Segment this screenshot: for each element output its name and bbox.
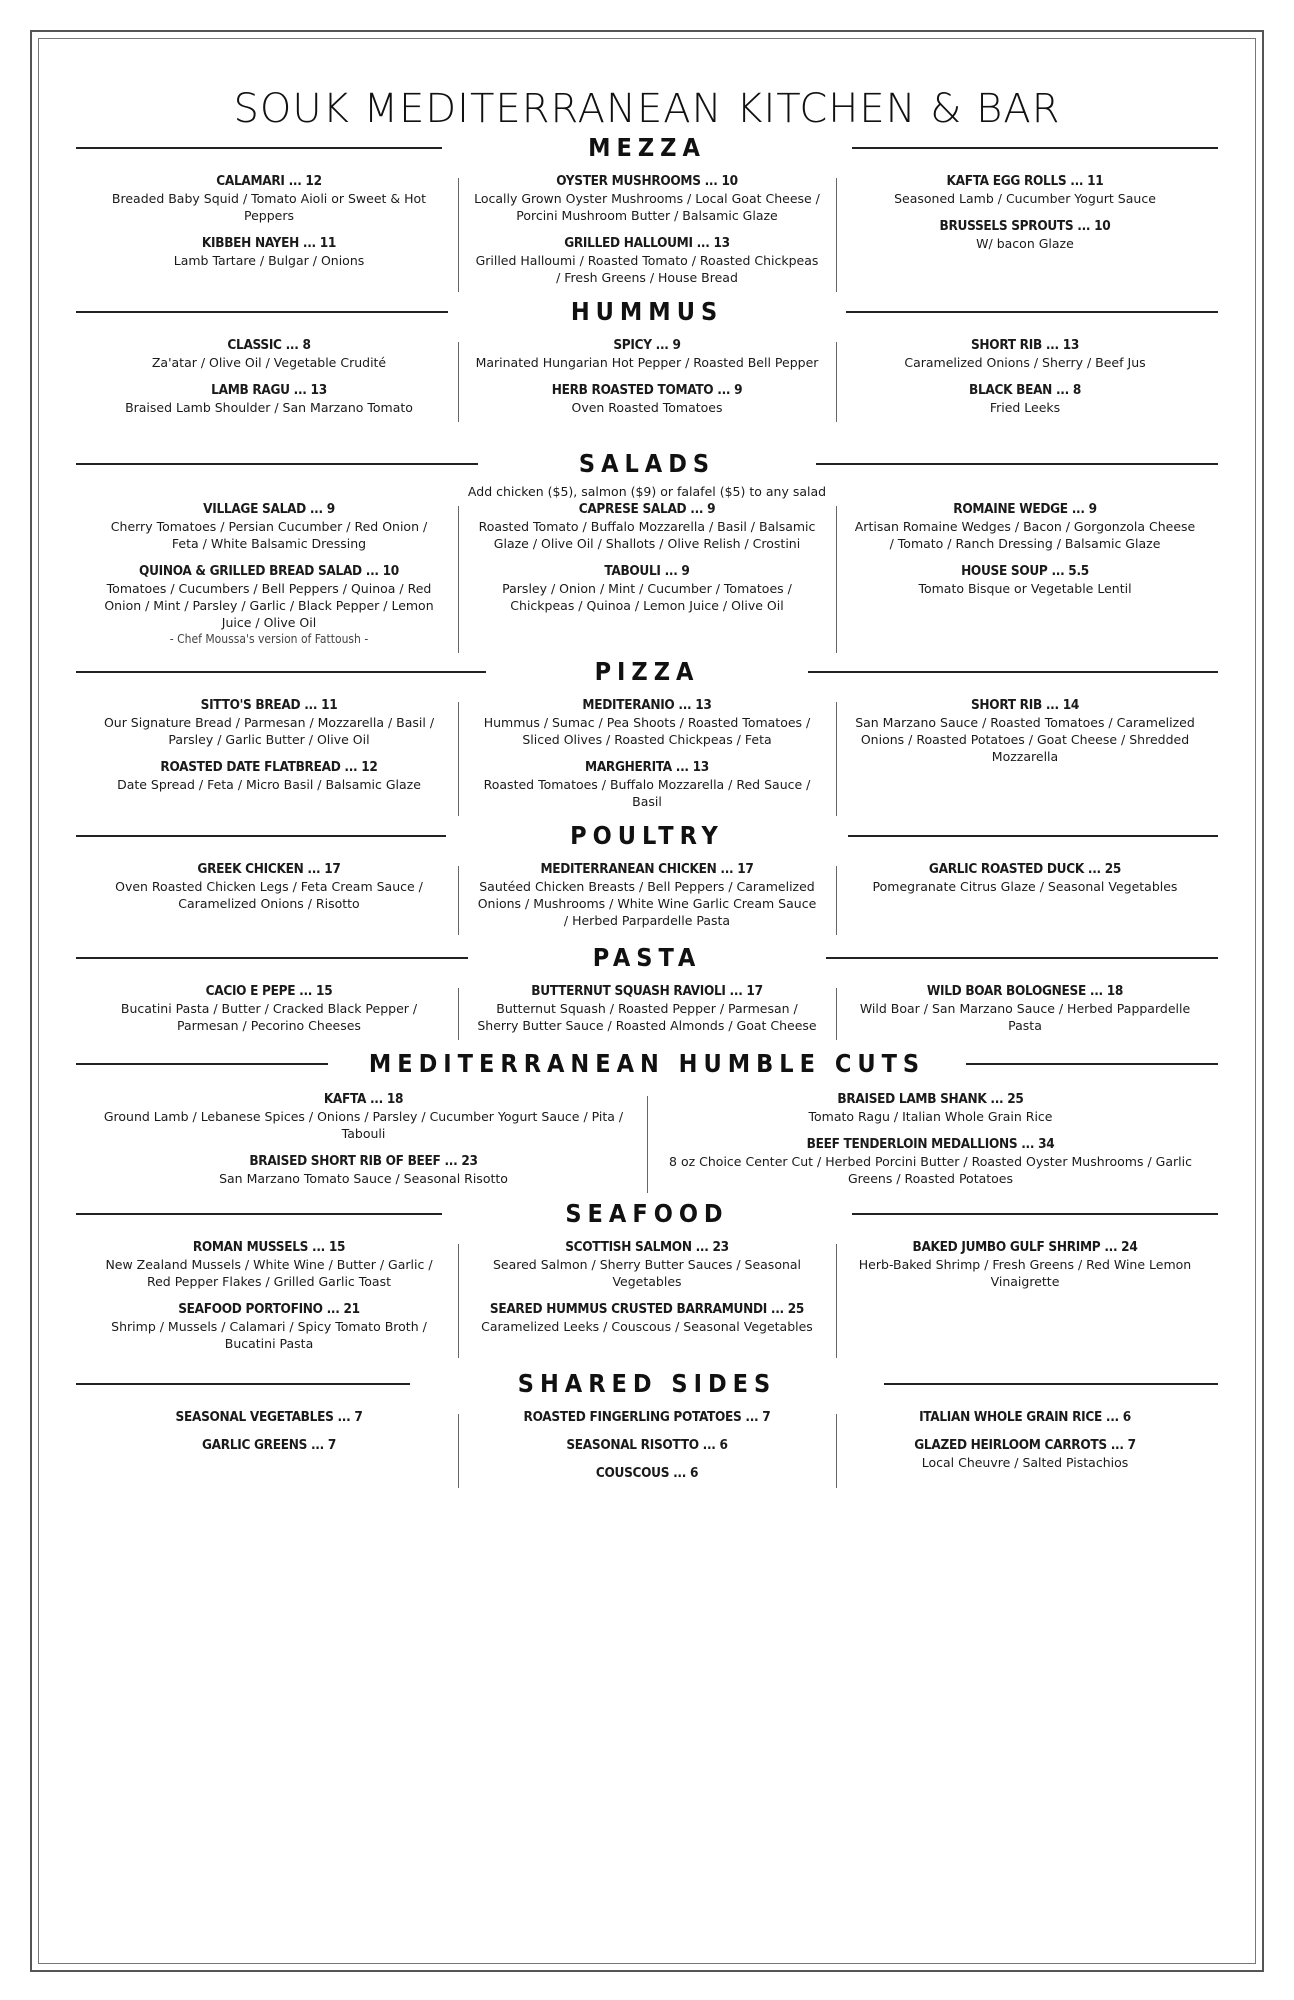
menu-item-name: GLAZED HEIRLOOM CARROTS ... 7 bbox=[914, 1437, 1136, 1453]
section-columns bbox=[80, 696, 1214, 820]
menu-column bbox=[836, 500, 1214, 657]
menu-item-name: GREEK CHICKEN ... 17 bbox=[197, 861, 341, 877]
menu-item-name: CLASSIC ... 8 bbox=[227, 337, 311, 353]
menu-item-description: Seasoned Lamb / Cucumber Yogurt Sauce bbox=[894, 191, 1156, 206]
menu-item bbox=[96, 562, 442, 647]
section-columns bbox=[80, 982, 1214, 1044]
menu-item-description: Roasted Tomatoes / Buffalo Mozzarella / Red Sauce / Basil bbox=[483, 777, 811, 809]
menu-item-name: SCOTTISH SALMON ... 23 bbox=[565, 1239, 729, 1255]
menu-item-name: SHORT RIB ... 13 bbox=[970, 337, 1079, 353]
menu-item bbox=[96, 1238, 442, 1290]
menu-item-description: New Zealand Mussels / White Wine / Butter / Garlic / Red Pepper Flakes / Grilled Garlic Toast bbox=[105, 1257, 433, 1289]
menu-item bbox=[474, 1238, 820, 1290]
menu-item-name: GARLIC GREENS ... 7 bbox=[202, 1437, 336, 1453]
menu-item-name: ROMAINE WEDGE ... 9 bbox=[953, 501, 1097, 517]
menu-item bbox=[852, 172, 1198, 207]
menu-item-name: MEDITERRANEAN CHICKEN ... 17 bbox=[540, 861, 754, 877]
menu-item-name: SEASONAL RISOTTO ... 6 bbox=[566, 1437, 728, 1453]
section-title: SALADS bbox=[561, 449, 733, 478]
menu-item-description: Seared Salmon / Sherry Butter Sauces / Seasonal Vegetables bbox=[492, 1257, 802, 1289]
menu-column bbox=[80, 336, 458, 426]
menu-item bbox=[474, 1408, 820, 1426]
menu-item bbox=[474, 234, 820, 286]
menu-column bbox=[836, 1238, 1214, 1362]
menu-item-name: BAKED JUMBO GULF SHRIMP ... 24 bbox=[912, 1239, 1138, 1255]
section-title: POULTRY bbox=[552, 821, 742, 850]
menu-item-description: Ground Lamb / Lebanese Spices / Onions / Parsley / Cucumber Yogurt Sauce / Pita / Tabouli bbox=[103, 1109, 624, 1141]
menu-item-name: SPICY ... 9 bbox=[613, 337, 681, 353]
menu-item-description: Tomatoes / Cucumbers / Bell Peppers / Quinoa / Red Onion / Mint / Parsley / Garlic / Black Pepper / Lemon Juice / Olive Oil bbox=[104, 581, 434, 630]
menu-item-name: QUINOA & GRILLED BREAD SALAD ... 10 bbox=[139, 563, 399, 579]
menu-item-description: Bucatini Pasta / Butter / Cracked Black Pepper / Parmesan / Pecorino Cheeses bbox=[120, 1001, 418, 1033]
menu-item-name: ROASTED FINGERLING POTATOES ... 7 bbox=[523, 1409, 771, 1425]
menu-item-description: San Marzano Sauce / Roasted Tomatoes / Caramelized Onions / Roasted Potatoes / Goat Cheese / Shredded Mozzarella bbox=[855, 715, 1195, 764]
menu-item-name: COUSCOUS ... 6 bbox=[595, 1465, 699, 1481]
menu-item-description: 8 oz Choice Center Cut / Herbed Porcini Butter / Roasted Oyster Mushrooms / Garlic Greens / Roasted Potatoes bbox=[669, 1154, 1192, 1186]
menu-column bbox=[458, 500, 836, 657]
menu-item-description: Hummus / Sumac / Pea Shoots / Roasted Tomatoes / Sliced Olives / Roasted Chickpeas / Feta bbox=[483, 715, 811, 747]
menu-item bbox=[96, 500, 442, 552]
menu-item-description: Pomegranate Citrus Glaze / Seasonal Vegetables bbox=[872, 879, 1178, 894]
section-header bbox=[0, 130, 1294, 166]
section-header bbox=[0, 1366, 1294, 1402]
section-note: Add chicken ($5), salmon ($9) or falafel ($5) to any salad bbox=[467, 484, 827, 499]
section-title: PASTA bbox=[575, 943, 720, 972]
menu-item-description: Date Spread / Feta / Micro Basil / Balsamic Glaze bbox=[117, 777, 421, 792]
menu-item bbox=[474, 758, 820, 810]
menu-item-description: Grilled Halloumi / Roasted Tomato / Roasted Chickpeas / Fresh Greens / House Bread bbox=[475, 253, 819, 285]
menu-item bbox=[474, 860, 820, 929]
restaurant-title: SOUK MEDITERRANEAN KITCHEN & BAR bbox=[233, 86, 1061, 132]
menu-item bbox=[96, 696, 442, 748]
menu-item-name: WILD BOAR BOLOGNESE ... 18 bbox=[926, 983, 1124, 999]
menu-item-name: MEDITERANIO ... 13 bbox=[582, 697, 712, 713]
menu-item-description: Za'atar / Olive Oil / Vegetable Crudité bbox=[151, 355, 387, 370]
menu-item bbox=[96, 381, 442, 416]
menu-item-name: CACIO E PEPE ... 15 bbox=[205, 983, 333, 999]
menu-column bbox=[836, 860, 1214, 939]
menu-item-description: Breaded Baby Squid / Tomato Aioli or Sweet & Hot Peppers bbox=[111, 191, 427, 223]
menu-column bbox=[836, 1408, 1214, 1492]
menu-column bbox=[80, 1238, 458, 1362]
menu-column bbox=[647, 1090, 1214, 1197]
menu-item-description: Shrimp / Mussels / Calamari / Spicy Tomato Broth / Bucatini Pasta bbox=[111, 1319, 427, 1351]
menu-column bbox=[458, 1408, 836, 1492]
section-header bbox=[0, 294, 1294, 330]
section-columns bbox=[80, 1090, 1214, 1197]
menu-column bbox=[80, 696, 458, 820]
menu-item-name: GARLIC ROASTED DUCK ... 25 bbox=[928, 861, 1122, 877]
menu-item bbox=[852, 982, 1198, 1034]
menu-item-name: SITTO'S BREAD ... 11 bbox=[200, 697, 338, 713]
menu-item-name: SEARED HUMMUS CRUSTED BARRAMUNDI ... 25 bbox=[489, 1301, 805, 1317]
menu-item-name: GRILLED HALLOUMI ... 13 bbox=[564, 235, 730, 251]
menu-column bbox=[458, 696, 836, 820]
menu-item-description: Herb-Baked Shrimp / Fresh Greens / Red Wine Lemon Vinaigrette bbox=[858, 1257, 1192, 1289]
menu-item-description: Butternut Squash / Roasted Pepper / Parmesan / Sherry Butter Sauce / Roasted Almonds / Goat Cheese bbox=[477, 1001, 817, 1033]
menu-item-name: ITALIAN WHOLE GRAIN RICE ... 6 bbox=[919, 1409, 1131, 1425]
menu-column bbox=[80, 1408, 458, 1492]
menu-item bbox=[852, 562, 1198, 597]
section-header bbox=[0, 940, 1294, 976]
section-columns bbox=[80, 172, 1214, 296]
menu-item-description: Tomato Bisque or Vegetable Lentil bbox=[918, 581, 1132, 596]
menu-item bbox=[474, 562, 820, 614]
menu-item-description: Tomato Ragu / Italian Whole Grain Rice bbox=[808, 1109, 1053, 1124]
menu-column bbox=[836, 982, 1214, 1044]
menu-item bbox=[474, 336, 820, 371]
section-salads bbox=[0, 446, 1294, 499]
menu-item-name: VILLAGE SALAD ... 9 bbox=[203, 501, 335, 517]
menu-item-description: Oven Roasted Tomatoes bbox=[571, 400, 723, 415]
menu-item bbox=[96, 234, 442, 269]
menu-item-description: Parsley / Onion / Mint / Cucumber / Tomatoes / Chickpeas / Quinoa / Lemon Juice / Olive Oil bbox=[502, 581, 792, 613]
menu-item bbox=[96, 172, 442, 224]
menu-column bbox=[458, 1238, 836, 1362]
menu-column bbox=[80, 982, 458, 1044]
section-title: PIZZA bbox=[577, 657, 718, 686]
section-title: MEDITERRANEAN HUMBLE CUTS bbox=[351, 1049, 943, 1078]
menu-item-name: LAMB RAGU ... 13 bbox=[211, 382, 327, 398]
menu-column bbox=[836, 172, 1214, 296]
menu-item-description: Sautéed Chicken Breasts / Bell Peppers / Caramelized Onions / Mushrooms / White Wine Garlic Cream Sauce / Herbed Parpardelle Pasta bbox=[477, 879, 817, 928]
menu-column bbox=[80, 500, 458, 657]
menu-column bbox=[458, 860, 836, 939]
section-title: SHARED SIDES bbox=[500, 1369, 794, 1398]
section-columns bbox=[80, 860, 1214, 939]
menu-item-description: Fried Leeks bbox=[989, 400, 1061, 415]
menu-item bbox=[474, 381, 820, 416]
menu-item bbox=[474, 1436, 820, 1454]
menu-item bbox=[852, 336, 1198, 371]
menu-item-description: Lamb Tartare / Bulgar / Onions bbox=[173, 253, 365, 268]
menu-column bbox=[836, 336, 1214, 426]
section-poultry bbox=[0, 818, 1294, 854]
menu-item bbox=[96, 1300, 442, 1352]
menu-item-name: HERB ROASTED TOMATO ... 9 bbox=[551, 382, 743, 398]
menu-item-description: Roasted Tomato / Buffalo Mozzarella / Basil / Balsamic Glaze / Olive Oil / Shallots / Olive Relish / Crostini bbox=[478, 519, 816, 551]
menu-item-description: W/ bacon Glaze bbox=[976, 236, 1074, 251]
menu-item-name: SEASONAL VEGETABLES ... 7 bbox=[175, 1409, 363, 1425]
menu-item bbox=[852, 500, 1198, 552]
menu-column bbox=[80, 860, 458, 939]
menu-item-description: San Marzano Tomato Sauce / Seasonal Risotto bbox=[219, 1171, 508, 1186]
menu-item bbox=[96, 758, 442, 793]
menu-item bbox=[474, 1300, 820, 1335]
menu-item bbox=[474, 982, 820, 1034]
menu-item bbox=[852, 1436, 1198, 1471]
menu-item-description: Braised Lamb Shoulder / San Marzano Tomato bbox=[125, 400, 413, 415]
menu-item-name: SEAFOOD PORTOFINO ... 21 bbox=[178, 1301, 360, 1317]
menu-item bbox=[474, 500, 820, 552]
menu-item-name: BUTTERNUT SQUASH RAVIOLI ... 17 bbox=[531, 983, 763, 999]
menu-item bbox=[96, 1436, 442, 1454]
menu-item-description: Local Cheuvre / Salted Pistachios bbox=[921, 1455, 1129, 1470]
menu-item bbox=[96, 860, 442, 912]
menu-column bbox=[458, 982, 836, 1044]
menu-item bbox=[474, 172, 820, 224]
section-pasta bbox=[0, 940, 1294, 976]
menu-item-description: Caramelized Onions / Sherry / Beef Jus bbox=[904, 355, 1146, 370]
menu-item bbox=[852, 1408, 1198, 1426]
section-title: SEAFOOD bbox=[547, 1199, 746, 1228]
menu-item-name: OYSTER MUSHROOMS ... 10 bbox=[556, 173, 738, 189]
section-header bbox=[0, 446, 1294, 482]
menu-item bbox=[852, 217, 1198, 252]
menu-item bbox=[96, 1152, 631, 1187]
menu-item-description: Locally Grown Oyster Mushrooms / Local Goat Cheese / Porcini Mushroom Butter / Balsamic Glaze bbox=[474, 191, 820, 223]
section-columns bbox=[80, 1408, 1214, 1492]
menu-item-description: Caramelized Leeks / Couscous / Seasonal Vegetables bbox=[481, 1319, 813, 1334]
menu-item-name: SHORT RIB ... 14 bbox=[970, 697, 1079, 713]
section-columns bbox=[80, 500, 1214, 657]
menu-item-note: - Chef Moussa's version of Fattoush - bbox=[169, 632, 369, 646]
menu-item bbox=[96, 1090, 631, 1142]
section-header bbox=[0, 818, 1294, 854]
menu-item-name: ROASTED DATE FLATBREAD ... 12 bbox=[160, 759, 378, 775]
menu-item-description: Marinated Hungarian Hot Pepper / Roasted Bell Pepper bbox=[475, 355, 819, 370]
menu-item-name: BRAISED LAMB SHANK ... 25 bbox=[837, 1091, 1024, 1107]
menu-item bbox=[852, 381, 1198, 416]
menu-item-name: MARGHERITA ... 13 bbox=[585, 759, 709, 775]
section-columns bbox=[80, 336, 1214, 426]
menu-item-name: BEEF TENDERLOIN MEDALLIONS ... 34 bbox=[806, 1136, 1055, 1152]
menu-item bbox=[96, 1408, 442, 1426]
section-title: HUMMUS bbox=[553, 297, 741, 326]
menu-column bbox=[80, 172, 458, 296]
section-pizza bbox=[0, 654, 1294, 690]
menu-item bbox=[852, 696, 1198, 765]
menu-item bbox=[96, 982, 442, 1034]
menu-item-name: KAFTA ... 18 bbox=[323, 1091, 404, 1107]
section-title: MEZZA bbox=[570, 133, 724, 162]
menu-item-name: CAPRESE SALAD ... 9 bbox=[578, 501, 716, 517]
menu-item-name: CALAMARI ... 12 bbox=[216, 173, 322, 189]
menu-column bbox=[836, 696, 1214, 820]
menu-item bbox=[474, 696, 820, 748]
menu-item-description: Artisan Romaine Wedges / Bacon / Gorgonzola Cheese / Tomato / Ranch Dressing / Balsamic Glaze bbox=[854, 519, 1196, 551]
menu-item bbox=[663, 1090, 1198, 1125]
menu-item-description: Wild Boar / San Marzano Sauce / Herbed Pappardelle Pasta bbox=[859, 1001, 1191, 1033]
menu-item bbox=[96, 336, 442, 371]
menu-item-name: TABOULI ... 9 bbox=[604, 563, 690, 579]
menu-item-name: KAFTA EGG ROLLS ... 11 bbox=[946, 173, 1104, 189]
menu-item-name: KIBBEH NAYEH ... 11 bbox=[201, 235, 337, 251]
section-mediterranean-humble-cuts bbox=[0, 1046, 1294, 1082]
section-mezza bbox=[0, 130, 1294, 166]
menu-column bbox=[80, 1090, 647, 1197]
section-header bbox=[0, 1196, 1294, 1232]
menu-item-name: ROMAN MUSSELS ... 15 bbox=[192, 1239, 346, 1255]
menu-item-description: Oven Roasted Chicken Legs / Feta Cream Sauce / Caramelized Onions / Risotto bbox=[115, 879, 423, 911]
section-columns bbox=[80, 1238, 1214, 1362]
menu-item-name: BLACK BEAN ... 8 bbox=[968, 382, 1081, 398]
menu-item-description: Our Signature Bread / Parmesan / Mozzarella / Basil / Parsley / Garlic Butter / Olive Oil bbox=[103, 715, 435, 747]
section-header bbox=[0, 654, 1294, 690]
section-shared-sides bbox=[0, 1366, 1294, 1402]
section-seafood bbox=[0, 1196, 1294, 1232]
menu-column bbox=[458, 336, 836, 426]
menu-item bbox=[474, 1464, 820, 1482]
menu-column bbox=[458, 172, 836, 296]
menu-item-description: Cherry Tomatoes / Persian Cucumber / Red Onion / Feta / White Balsamic Dressing bbox=[110, 519, 428, 551]
menu-item bbox=[852, 860, 1198, 895]
section-header bbox=[0, 1046, 1294, 1082]
menu-item-name: BRUSSELS SPROUTS ... 10 bbox=[939, 218, 1111, 234]
menu-item bbox=[663, 1135, 1198, 1187]
menu-item-name: HOUSE SOUP ... 5.5 bbox=[961, 563, 1089, 579]
menu-item bbox=[852, 1238, 1198, 1290]
menu-item-name: BRAISED SHORT RIB OF BEEF ... 23 bbox=[249, 1153, 478, 1169]
section-hummus bbox=[0, 294, 1294, 330]
